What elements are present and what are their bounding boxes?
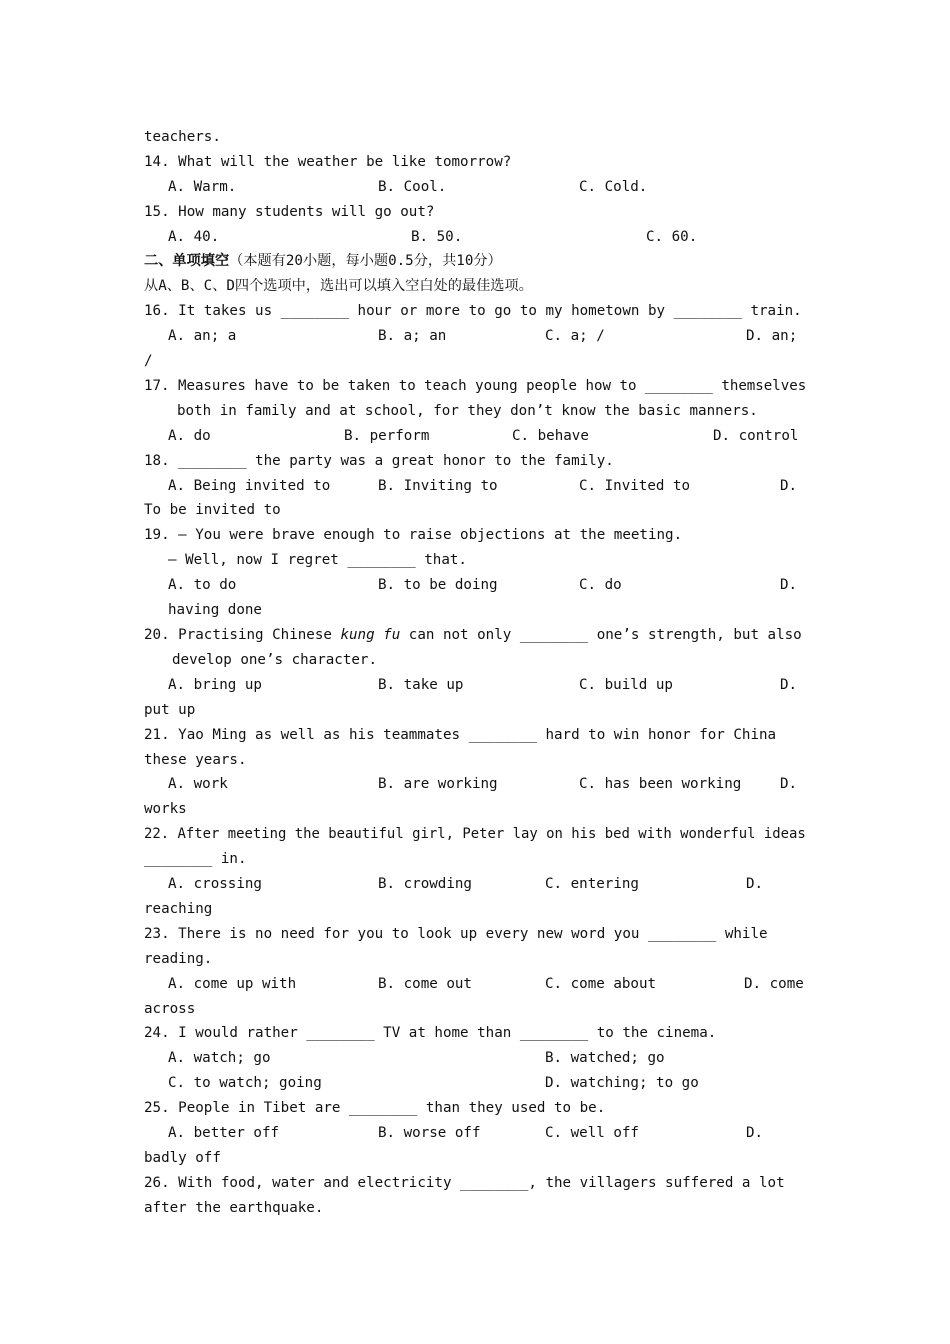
question-22: 22. After meeting the beautiful girl, Peter lay on his bed with wonderful ideas	[144, 826, 806, 842]
option-c: C. do	[579, 577, 622, 593]
option-a: A. an; a	[168, 328, 237, 344]
option-c: C. Cold.	[579, 179, 648, 195]
option-d-wrap: reaching	[144, 901, 213, 917]
option-b: B. worse off	[378, 1125, 481, 1141]
question-19: 19. — You were brave enough to raise objections at the meeting.	[144, 527, 683, 543]
option-b: B. crowding	[378, 876, 472, 892]
option-d-wrap: To be invited to	[144, 502, 281, 518]
question-25: 25. People in Tibet are ________ than they used to be.	[144, 1100, 606, 1116]
question-21: 21. Yao Ming as well as his teammates ________ hard to win honor for China	[144, 727, 777, 743]
option-a: A. work	[168, 776, 228, 792]
option-c: C. Invited to	[579, 478, 691, 494]
option-a: A. bring up	[168, 677, 262, 693]
option-c: C. come about	[545, 976, 657, 992]
option-b: B. a; an	[378, 328, 447, 344]
question-20-pre: 20. Practising Chinese	[144, 627, 341, 643]
option-a: A. do	[168, 428, 211, 444]
option-b: B. 50.	[411, 229, 463, 245]
option-d-wrap: across	[144, 1001, 196, 1017]
option-d: D.	[780, 478, 798, 494]
question-20-italic: kung fu	[340, 627, 401, 643]
option-a: A. watch; go	[168, 1050, 271, 1066]
option-a: A. crossing	[168, 876, 262, 892]
question-14: 14. What will the weather be like tomorrow?	[144, 154, 512, 170]
option-d-wrap: having done	[168, 602, 262, 618]
option-b: B. take up	[378, 677, 464, 693]
option-d: D. control	[713, 428, 799, 444]
option-d-wrap: put up	[144, 702, 196, 718]
option-a: A. better off	[168, 1125, 280, 1141]
question-23-cont: reading.	[144, 951, 213, 967]
option-c: C. well off	[545, 1125, 639, 1141]
option-d: D.	[746, 876, 764, 892]
question-19-cont: — Well, now I regret ________ that.	[168, 552, 467, 568]
option-b: B. Inviting to	[378, 478, 498, 494]
option-b: B. watched; go	[545, 1050, 665, 1066]
option-b: B. perform	[344, 428, 430, 444]
option-b: B. come out	[378, 976, 472, 992]
option-d-wrap: works	[144, 801, 187, 817]
option-d: D. come	[744, 976, 804, 992]
section-note: （本题有20小题，每小题0.5分，共10分）	[229, 253, 502, 269]
section-title: 二、单项填空	[144, 253, 230, 269]
option-a: A. come up with	[168, 976, 297, 992]
option-c: C. to watch; going	[168, 1075, 322, 1091]
section-heading	[144, 254, 502, 268]
option-c: C. behave	[512, 428, 589, 444]
option-b: B. are working	[378, 776, 498, 792]
option-c: C. entering	[545, 876, 639, 892]
option-d-wrap: /	[144, 353, 153, 369]
question-24: 24. I would rather ________ TV at home than ________ to the cinema.	[144, 1025, 717, 1041]
option-a: A. Warm.	[168, 179, 237, 195]
option-d: D.	[780, 776, 798, 792]
option-d: D.	[780, 577, 798, 593]
option-c: C. 60.	[646, 229, 698, 245]
option-d: D. an;	[746, 328, 798, 344]
question-22-cont: ________ in.	[144, 851, 247, 867]
question-26: 26. With food, water and electricity ________, the villagers suffered a lot	[144, 1175, 785, 1191]
question-20-cont: develop one’s character.	[172, 652, 377, 668]
question-16: 16. It takes us ________ hour or more to go to my hometown by ________ train.	[144, 303, 802, 319]
option-c: C. a; /	[545, 328, 605, 344]
option-a: A. Being invited to	[168, 478, 331, 494]
question-26-cont: after the earthquake.	[144, 1200, 324, 1216]
option-a: A. to do	[168, 577, 237, 593]
option-b: B. Cool.	[378, 179, 447, 195]
question-17-cont: both in family and at school, for they don’t know the basic manners.	[177, 403, 758, 419]
section-instruction: 从A、B、C、D四个选项中，选出可以填入空白处的最佳选项。	[144, 278, 533, 294]
question-23: 23. There is no need for you to look up every new word you ________ while	[144, 926, 768, 942]
text-line: teachers.	[144, 129, 221, 145]
option-a: A. 40.	[168, 229, 220, 245]
question-15: 15. How many students will go out?	[144, 204, 435, 220]
question-18: 18. ________ the party was a great honor to the family.	[144, 453, 614, 469]
option-b: B. to be doing	[378, 577, 498, 593]
question-20	[144, 628, 802, 642]
question-20-post: can not only ________ one’s strength, but also	[400, 627, 802, 643]
option-d: D. watching; to go	[545, 1075, 699, 1091]
option-d: D.	[780, 677, 798, 693]
option-c: C. build up	[579, 677, 673, 693]
option-d-wrap: badly off	[144, 1150, 221, 1166]
question-21-cont: these years.	[144, 752, 247, 768]
option-c: C. has been working	[579, 776, 742, 792]
question-17: 17. Measures have to be taken to teach young people how to ________ themselves	[144, 378, 807, 394]
option-d: D.	[746, 1125, 764, 1141]
